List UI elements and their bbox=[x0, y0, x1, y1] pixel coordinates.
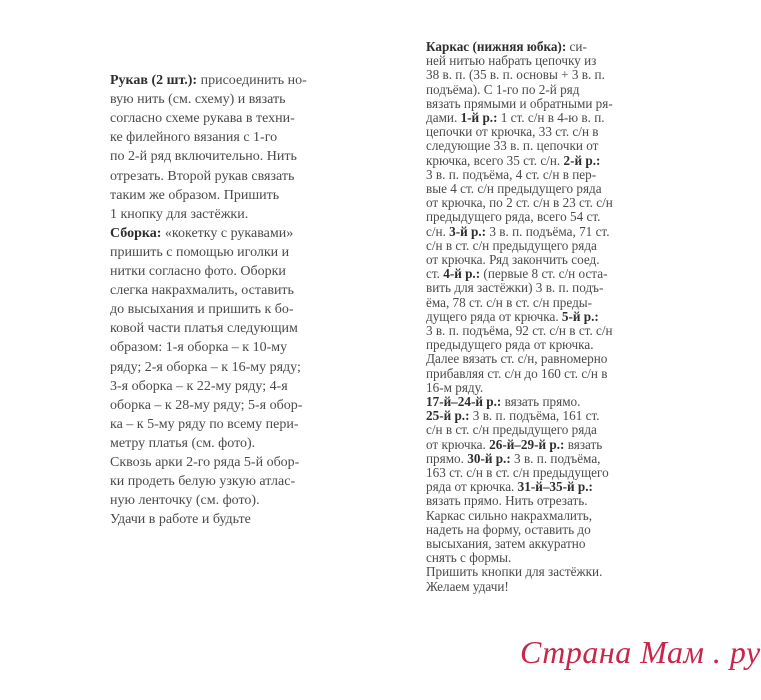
text-line bbox=[110, 110, 295, 128]
text-line bbox=[110, 148, 297, 166]
text-line bbox=[110, 244, 289, 262]
text-run: крючка, всего 35 ст. с/н. bbox=[426, 152, 564, 168]
text-run: Каркас сильно накрахмалить, bbox=[426, 507, 593, 523]
text-line bbox=[426, 409, 600, 423]
text-line bbox=[426, 367, 607, 381]
text-run: метру платья (см. фото). bbox=[110, 435, 256, 451]
text-line bbox=[426, 97, 613, 111]
text-line bbox=[110, 454, 299, 472]
bold-heading: 1-й р.: bbox=[460, 110, 498, 125]
text-run: Сквозь арки 2-го ряда 5-й обор- bbox=[110, 455, 300, 470]
text-run: слегка накрахмалить, оставить bbox=[110, 283, 294, 299]
text-line bbox=[426, 253, 600, 267]
site-watermark: Страна Мам . ру bbox=[520, 634, 761, 670]
text-line bbox=[110, 225, 293, 243]
bold-heading: 25-й р.: bbox=[426, 408, 470, 424]
text-run: от крючка. Ряд закончить соед. bbox=[426, 252, 600, 267]
text-line bbox=[110, 473, 295, 491]
text-run: ст. bbox=[426, 266, 444, 282]
text-run: 16-м ряду. bbox=[426, 379, 484, 395]
text-run: оборка – к 28-му ряду; 5-я обор- bbox=[110, 397, 303, 413]
text-line bbox=[426, 296, 592, 310]
text-run: предыдущего ряда, всего 54 ст. bbox=[426, 209, 601, 225]
text-run: 3 в. п. подъёма, 92 ст. с/н в ст. с/н bbox=[426, 323, 613, 338]
text-run: вязать прямыми и обратными ря- bbox=[426, 95, 613, 111]
text-run: высыхания, затем аккуратно bbox=[426, 536, 586, 551]
text-line bbox=[426, 182, 602, 196]
text-line bbox=[426, 352, 607, 366]
text-run: 3 в. п. подъёма, 161 ст. bbox=[469, 408, 600, 424]
text-run: ную ленточку (см. фото). bbox=[110, 493, 260, 509]
text-line bbox=[426, 452, 600, 466]
text-line bbox=[110, 511, 251, 528]
text-run: ней нитью набрать цепочку из bbox=[426, 53, 597, 69]
text-run: пришить с помощью иголки и bbox=[110, 244, 290, 260]
text-line bbox=[426, 239, 597, 253]
text-run: ка – к 5-му ряду по всему пери- bbox=[110, 416, 299, 432]
bold-heading: 31-й–35-й р.: bbox=[517, 479, 593, 495]
text-run: таким же образом. Пришить bbox=[110, 187, 280, 203]
text-run: вязать bbox=[564, 436, 603, 452]
text-run: си- bbox=[566, 39, 587, 54]
text-run: по 2-й ряд включительно. Нить bbox=[110, 149, 297, 165]
text-line bbox=[110, 320, 298, 338]
bold-heading: Рукав (2 шт.): bbox=[110, 73, 198, 88]
text-run: следующие 33 в. п. цепочки от bbox=[426, 138, 599, 154]
text-run: ковой части платья следующим bbox=[110, 321, 298, 337]
text-line bbox=[110, 72, 307, 90]
text-line bbox=[110, 397, 302, 415]
text-line bbox=[426, 310, 599, 324]
text-line bbox=[426, 111, 605, 125]
text-run: 1 кнопку для застёжки. bbox=[110, 206, 249, 222]
text-line bbox=[110, 282, 294, 300]
text-run: вые 4 ст. с/н предыдущего ряда bbox=[426, 181, 602, 196]
text-run: 1 ст. с/н в 4-ю в. п. bbox=[497, 110, 605, 125]
text-line bbox=[110, 435, 255, 453]
text-line bbox=[426, 537, 585, 551]
text-run: отрезать. Второй рукав связать bbox=[110, 168, 295, 184]
text-line bbox=[110, 206, 248, 224]
text-run: нитки согласно фото. Оборки bbox=[110, 264, 286, 279]
text-line bbox=[426, 168, 596, 182]
text-run: Пришить кнопки для застёжки. bbox=[426, 564, 603, 580]
text-run: Удачи в работе и будьте bbox=[110, 512, 251, 528]
text-line bbox=[110, 263, 286, 281]
bold-heading: 3-й р.: bbox=[449, 223, 487, 239]
bold-heading: Каркас (нижняя юбка): bbox=[426, 39, 567, 54]
text-line bbox=[426, 225, 610, 239]
bold-heading: 5-й р.: bbox=[561, 308, 599, 324]
text-line bbox=[426, 281, 603, 295]
text-run: ряда от крючка. bbox=[426, 479, 518, 495]
text-run: снять с формы. bbox=[426, 550, 512, 566]
text-run: ряду; 2-я оборка – к 16-му ряду; bbox=[110, 359, 301, 375]
text-line bbox=[426, 423, 597, 437]
text-run: от крючка, по 2 ст. с/н в 23 ст. с/н bbox=[426, 195, 613, 211]
text-line bbox=[426, 267, 607, 281]
text-line bbox=[426, 83, 579, 97]
text-run: 3 в. п. подъёма, 71 ст. bbox=[486, 223, 610, 239]
text-run: образом: 1-я оборка – к 10-му bbox=[110, 340, 288, 356]
text-line bbox=[110, 129, 277, 147]
text-line bbox=[426, 54, 596, 68]
text-run: цепочки от крючка, 33 ст. с/н в bbox=[426, 124, 599, 140]
text-line bbox=[426, 210, 600, 224]
text-run: надеть на форму, оставить до bbox=[426, 521, 591, 537]
text-run: дущего ряда от крючка. bbox=[426, 308, 562, 324]
text-line bbox=[110, 359, 301, 377]
text-run: 3-я оборка – к 22-му ряду; 4-я bbox=[110, 378, 288, 394]
bold-heading: Сборка: bbox=[110, 225, 162, 241]
text-run: 3 в. п. подъёма, 4 ст. с/н в пер- bbox=[426, 166, 597, 182]
text-run: согласно схеме рукава в техни- bbox=[110, 111, 295, 127]
text-run: прямо. bbox=[426, 450, 468, 466]
text-line bbox=[110, 168, 294, 186]
text-line bbox=[426, 509, 592, 523]
text-line bbox=[426, 578, 509, 594]
text-line bbox=[110, 378, 288, 396]
text-run: вить для застёжки) 3 в. п. подъ- bbox=[426, 280, 604, 296]
text-line bbox=[426, 494, 588, 508]
bold-heading: 17-й–24-й р.: bbox=[426, 394, 502, 409]
text-line bbox=[426, 381, 483, 395]
text-line bbox=[426, 68, 605, 82]
text-line bbox=[110, 301, 294, 319]
text-run: подъёма). С 1-го по 2-й ряд bbox=[426, 81, 580, 97]
text-run: Желаем удачи! bbox=[426, 578, 509, 594]
text-line bbox=[426, 480, 593, 494]
text-run: ки продеть белую узкую атлас- bbox=[110, 474, 296, 490]
text-run: дами. bbox=[426, 110, 461, 125]
text-line bbox=[426, 324, 613, 338]
text-line bbox=[110, 492, 260, 510]
text-run: 38 в. п. (35 в. п. основы + 3 в. п. bbox=[426, 67, 605, 83]
bold-heading: 26-й–29-й р.: bbox=[489, 436, 565, 452]
text-line bbox=[110, 416, 299, 434]
text-line bbox=[426, 139, 598, 153]
text-line bbox=[426, 338, 594, 352]
text-run: Далее вязать ст. с/н, равномерно bbox=[426, 351, 608, 367]
text-line bbox=[110, 187, 279, 205]
text-run: с/н в ст. с/н предыдущего ряда bbox=[426, 422, 597, 438]
text-run: присоединить но- bbox=[197, 73, 307, 88]
text-line bbox=[426, 395, 580, 409]
text-line bbox=[426, 523, 591, 537]
text-line bbox=[426, 196, 613, 210]
text-run: с/н. bbox=[426, 223, 450, 239]
text-run: ёма, 78 ст. с/н в ст. с/н преды- bbox=[426, 294, 593, 310]
text-run: 3 в. п. подъёма, bbox=[510, 450, 601, 466]
text-line bbox=[426, 551, 511, 565]
text-line bbox=[426, 125, 599, 139]
text-run: от крючка. bbox=[426, 436, 490, 452]
text-run: вую нить (см. схему) и вязать bbox=[110, 92, 286, 108]
text-run: прибавляя ст. с/н до 160 ст. с/н в bbox=[426, 365, 608, 381]
bold-heading: 2-й р.: bbox=[563, 152, 601, 168]
text-run: «кокетку с рукавами» bbox=[161, 225, 294, 241]
text-line bbox=[426, 565, 602, 579]
text-run: 163 ст. с/н в ст. с/н предыдущего bbox=[426, 465, 609, 480]
text-run: до высыхания и пришить к бо- bbox=[110, 302, 294, 318]
text-run: с/н в ст. с/н предыдущего ряда bbox=[426, 237, 597, 253]
text-line bbox=[110, 91, 285, 109]
bold-heading: 30-й р.: bbox=[467, 450, 511, 466]
bold-heading: 4-й р.: bbox=[443, 266, 481, 282]
text-run: (первые 8 ст. с/н оста- bbox=[480, 266, 608, 282]
text-run: предыдущего ряда от крючка. bbox=[426, 337, 594, 353]
text-run: вязать прямо. Нить отрезать. bbox=[426, 493, 588, 509]
text-line bbox=[426, 40, 587, 54]
text-run: ке филейного вязания с 1-го bbox=[110, 130, 278, 146]
text-line bbox=[426, 438, 602, 452]
text-line bbox=[426, 466, 609, 480]
text-run: вязать прямо. bbox=[501, 394, 581, 409]
text-line bbox=[110, 339, 287, 357]
text-line bbox=[426, 154, 600, 168]
